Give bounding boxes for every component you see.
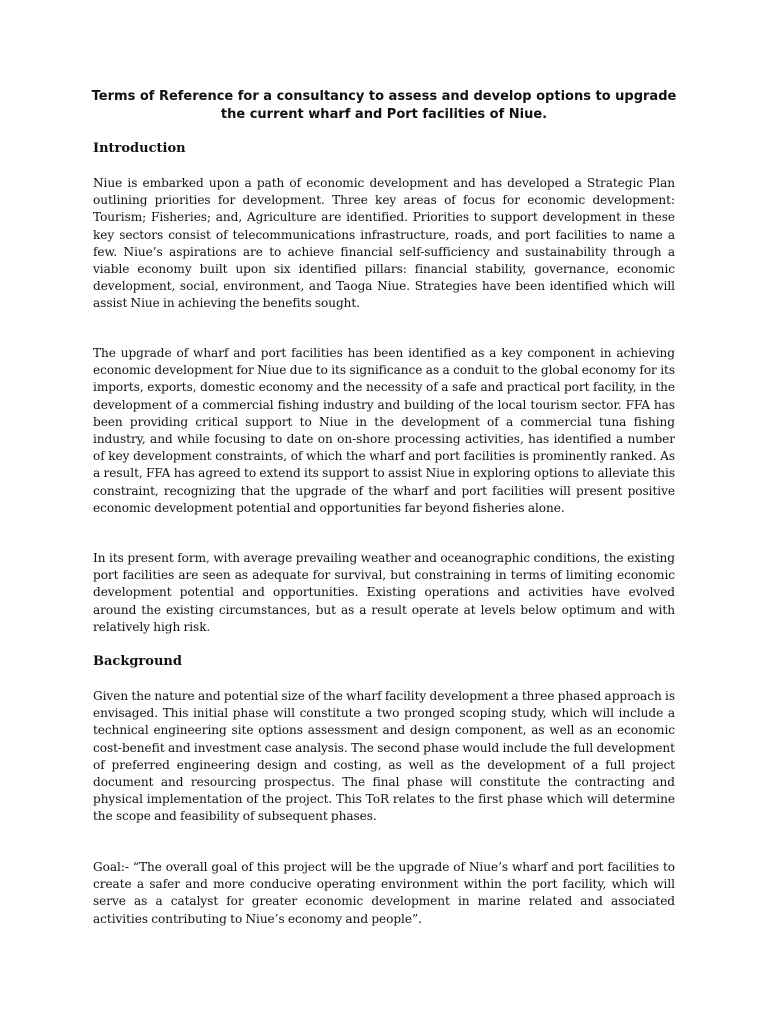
- section-heading-background: Background: [93, 654, 182, 669]
- paragraph-introduction-2: The upgrade of wharf and port facilities has been identified as a key component in achieving economic development for Niue due to its significance as a conduit to the global economy for its imports, exports, domestic economy and the necessity of a safe and practical port facility, in the development of a commercial fishing industry and building of the local tourism sector. FFA has been providing critical support to Niue in the development of a commercial tuna fishing industry, and while focusing to date on on-shore processing activities, has identified a number of key development constraints, of which the wharf and port facilities is prominently ranked. As a result, FFA has agreed to extend its support to assist Niue in exploring options to alleviate this constraint, recognizing that the upgrade of the wharf and port facilities will present positive economic development potential and opportunities far beyond fisheries alone.: [93, 346, 675, 515]
- paragraph-introduction-3: In its present form, with average prevailing weather and oceanographic conditions, the existing port facilities are seen as adequate for survival, but constraining in terms of limiting economic development potential and opportunities. Existing operations and activities have evolved around the existing circumstances, but as a result operate at levels below optimum and with relatively high risk.: [93, 551, 675, 634]
- paragraph-goal: Goal:- “The overall goal of this project will be the upgrade of Niue’s wharf and port facilities to create a safer and more conducive operating environment within the port facility, which will serve as a catalyst for greater economic development in marine related and associated activities contributing to Niue’s economy and people”.: [93, 860, 675, 926]
- paragraph-background-1: Given the nature and potential size of the wharf facility development a three phased approach is envisaged. This initial phase will constitute a two pronged scoping study, which will include a technical engineering site options assessment and design component, as well as an economic cost-benefit and investment case analysis. The second phase would include the full development of preferred engineering design and costing, as well as the development of a full project document and resourcing prospectus. The final phase will constitute the contracting and physical implementation of the project. This ToR relates to the first phase which will determine the scope and feasibility of subsequent phases.: [93, 689, 675, 824]
- section-heading-introduction: Introduction: [93, 141, 186, 156]
- paragraph-introduction-1: Niue is embarked upon a path of economic development and has developed a Strategic Plan outlining priorities for development. Three key areas of focus for economic development: Tourism; Fisheries; and, Agriculture are identified. Priorities to support development in these key sectors consist of telecommunications infrastructure, roads, and port facilities to name a few. Niue’s aspirations are to achieve financial self-sufficiency and sustainability through a viable economy built upon six identified pillars: financial stability, governance, economic development, social, environment, and Taoga Niue. Strategies have been identified which will assist Niue in achieving the benefits sought.: [93, 176, 675, 311]
- document-title: Terms of Reference for a consultancy to assess and develop options to upgrade the current wharf and Port facilities of Niue.: [91, 89, 677, 122]
